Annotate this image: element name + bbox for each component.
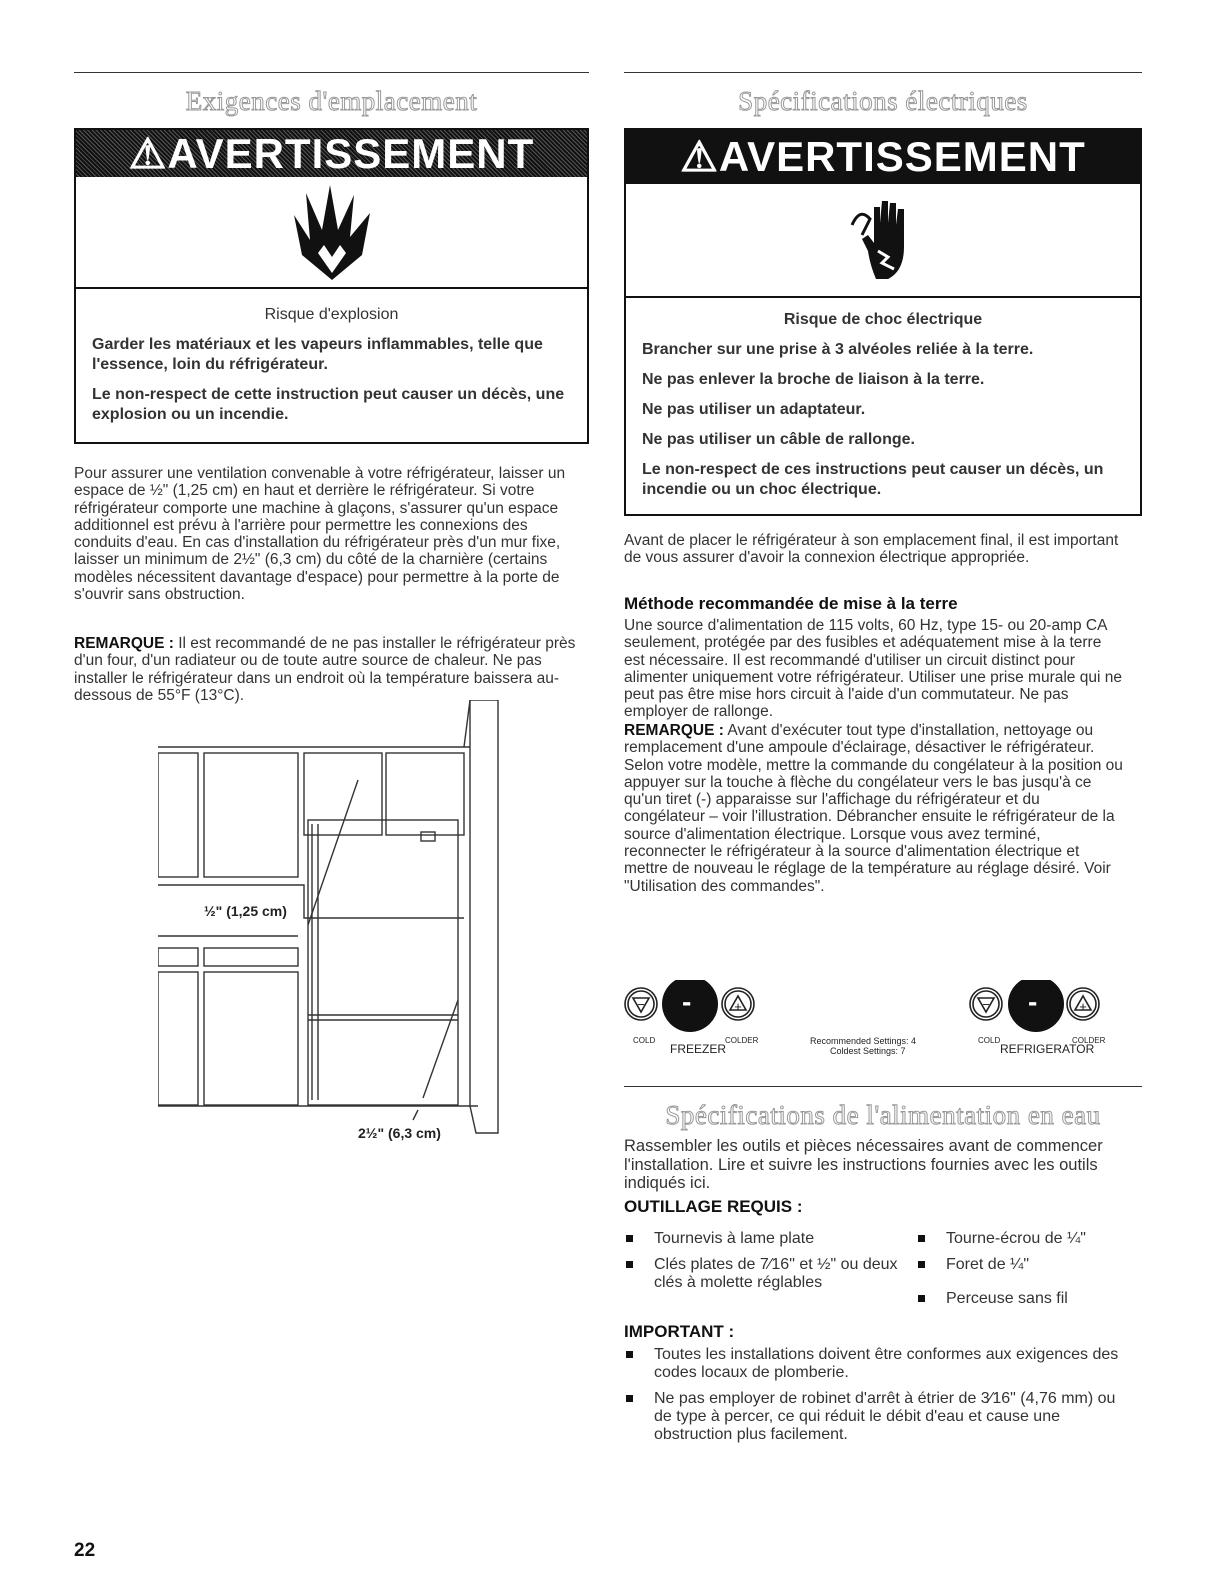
svg-text:+: + <box>1079 999 1087 1014</box>
warning-line: Ne pas utiliser un adaptateur. <box>642 401 866 418</box>
water-section-rule <box>624 1086 1142 1087</box>
warning-line: Brancher sur une prise à 3 alvéoles reliée à la terre. <box>642 341 1034 358</box>
svg-text:−: − <box>982 997 990 1012</box>
list-item: Tourne-écrou de ¼" <box>916 1230 1136 1248</box>
shock-warning-box <box>624 128 1142 516</box>
ventilation-paragraph: Pour assurer une ventilation convenable à votre réfrigérateur, laisser un espace de ½" (1,25 cm) en haut et derrière le réfrigérateur. Si votre réfrigérateur comporte une machine à glaçons, s'assurer qu'un espace additionnel est prévu à l'arrière pour permettre les connexions des conduits d'eau. En cas d'installation du réfrigérateur près d'un mur fixe, laisser un minimum de 2½" (6,3 cm) du côté de la charnière (certains modèles nécessitent davantage d'espace) pour permettre à la porte de s'ouvrir sans obstruction. <box>74 465 566 604</box>
clearance-label-top: ½" (1,25 cm) <box>204 903 287 919</box>
freezer-colder-label: COLDER <box>725 1036 759 1045</box>
recommended-settings: Recommended Settings: 4 <box>810 1036 917 1046</box>
list-item: Foret de ¼" <box>916 1256 1136 1274</box>
grounding-method-heading: Méthode recommandée de mise à la terre <box>624 594 958 613</box>
left-top-rule <box>74 72 589 73</box>
control-panel-illustration <box>620 980 1130 1070</box>
list-item: Tournevis à lame plate <box>624 1230 924 1248</box>
list-item: Ne pas employer de robinet d'arrêt à étrier de 3⁄16" (4,76 mm) ou de type à percer, ce qui réduit le débit d'eau et cause une obstruction plus facilement. <box>624 1390 1136 1444</box>
explosion-icon <box>76 177 587 289</box>
warning-header-electric: ⚠AVERTISSEMENT <box>626 130 1140 184</box>
tools-heading: OUTILLAGE REQUIS : <box>624 1197 803 1216</box>
electric-shock-icon <box>626 184 1140 298</box>
warning-caption-electric: Risque de choc électrique <box>783 311 983 328</box>
svg-text:+: + <box>734 999 742 1014</box>
explosion-warning-box <box>74 128 589 444</box>
warning-triangle-icon: ⚠ <box>128 130 168 177</box>
warning-text-electric <box>626 298 1140 500</box>
power-source-paragraph: Une source d'alimentation de 115 volts, 60 Hz, type 15- ou 20-amp CA seulement, protégée par des fusibles et adéquatement mise à la terre est nécessaire. Il est recommandé d'utiliser un circuit distinct pour alimenter uniquement votre réfrigérateur. Utiliser une prise murale qui ne peut pas être mise hors circuit à l'aide d'un commutateur. Ne pas employer de rallonge. <box>624 617 1122 721</box>
freezer-label: FREEZER <box>670 1042 727 1056</box>
clearance-label-side: 2½" (6,3 cm) <box>358 1125 441 1141</box>
refrigerator-display: - <box>1028 986 1038 1017</box>
water-intro: Rassembler les outils et pièces nécessaires avant de commencer l'installation. Lire et suivre les instructions fournies avec les outils indiqués ici. <box>624 1137 1103 1192</box>
warning-line: Le non-respect de ces instructions peut causer un décès, un incendie ou un choc électrique. <box>642 461 1104 498</box>
section-title-electrical: Spécifications électriques <box>738 86 1028 116</box>
note-label: REMARQUE : <box>74 635 174 652</box>
coldest-settings: Coldest Settings: 7 <box>830 1046 906 1056</box>
section-title-location: Exigences d'emplacement <box>185 86 478 116</box>
warning-line: Ne pas utiliser un câble de rallonge. <box>642 431 915 448</box>
section-title-water: Spécifications de l'alimentation en eau <box>665 1100 1101 1130</box>
tools-list-left <box>624 1230 924 1300</box>
warning-line-1: Garder les matériaux et les vapeurs inflammables, telle que l'essence, loin du réfrigérateur. <box>92 336 543 373</box>
list-item: Perceuse sans fil <box>916 1290 1136 1308</box>
location-note: REMARQUE : Il est recommandé de ne pas installer le réfrigérateur près d'un four, d'un radiateur ou de toute autre source de chaleur. Ne pas installer le réfrigérateur dans un endroit où la température baissera au-dessous de 55°F (13°C). <box>74 635 576 704</box>
freezer-display: - <box>682 986 692 1017</box>
refrigerator-colder-label: COLDER <box>1072 1036 1106 1045</box>
warning-caption: Risque d'explosion <box>264 306 399 323</box>
warning-header: ⚠AVERTISSEMENT <box>76 130 587 177</box>
warning-text <box>76 289 587 425</box>
electrical-note: REMARQUE : Avant d'exécuter tout type d'installation, nettoyage ou remplacement d'une ampoule d'éclairage, désactiver le réfrigérateur. Selon votre modèle, mettre la commande du congélateur à la position ou appuyer sur la touche à flèche du congélateur vers le bas jusqu'à ce qu'un tiret (-) apparaisse sur l'affichage du réfrigérateur et du congélateur – voir l'illustration. Débrancher ensuite le réfrigérateur de la source d'alimentation électrique. Lorsque vous avez terminé, reconnecter le réfrigérateur à la source d'alimentation électrique et mettre de nouveau le réglage de la température au réglage désiré. Voir "Utilisation des commandes". <box>624 722 1123 895</box>
page-number: 22 <box>74 1540 96 1561</box>
warning-triangle-icon: ⚠ <box>680 133 719 180</box>
list-item: Clés plates de 7⁄16" et ½" ou deux clés à molette réglables <box>624 1256 914 1292</box>
warning-line: Ne pas enlever la broche de liaison à la terre. <box>642 371 985 388</box>
refrigerator-label: REFRIGERATOR <box>1000 1042 1095 1056</box>
list-item: Toutes les installations doivent être conformes aux exigences des codes locaux de plomberie. <box>624 1346 1136 1382</box>
important-heading: IMPORTANT : <box>624 1322 735 1341</box>
right-top-rule <box>624 72 1142 73</box>
clearance-diagram <box>158 700 503 1145</box>
freezer-cold-label: COLD <box>633 1036 656 1045</box>
electrical-intro: Avant de placer le réfrigérateur à son emplacement final, il est important de vous assurer d'avoir la connexion électrique appropriée. <box>624 532 1119 567</box>
refrigerator-cold-label: COLD <box>978 1036 1001 1045</box>
note-label: REMARQUE : <box>624 722 724 739</box>
tools-list-right <box>916 1230 1136 1316</box>
important-list <box>624 1346 1136 1452</box>
warning-line-2: Le non-respect de cette instruction peut causer un décès, une explosion ou un incendie. <box>92 386 565 423</box>
svg-text:−: − <box>637 997 645 1012</box>
